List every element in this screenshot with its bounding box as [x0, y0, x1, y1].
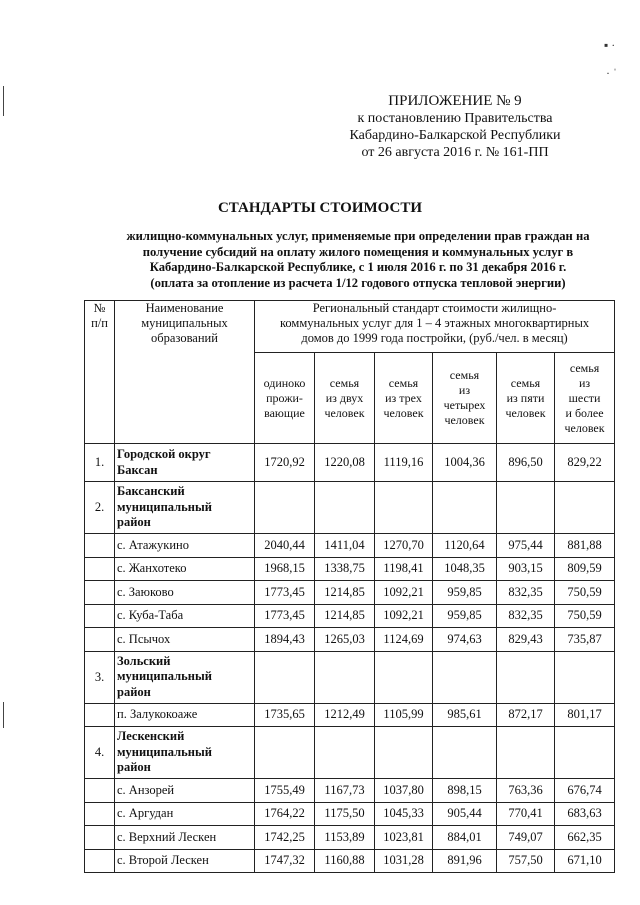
annex-number: ПРИЛОЖЕНИЕ № 9 [388, 93, 522, 109]
name-line: Лескенский [117, 729, 185, 744]
document-title: СТАНДАРТЫ СТОИМОСТИ [217, 200, 423, 216]
standard-cost-cell: 1105,99 [375, 703, 433, 727]
standard-cost-cell: 749,07 [497, 826, 555, 850]
name-line: Баксан [117, 462, 158, 477]
standard-cost-cell: 1968,15 [255, 557, 315, 581]
standard-cost-cell: 1764,22 [255, 802, 315, 826]
settlement-row [85, 628, 615, 652]
standard-cost-cell [555, 651, 615, 703]
name-line: с. Псычох [117, 631, 171, 646]
row-number: 4. [85, 727, 115, 779]
settlement-row [85, 826, 615, 850]
row-number: 1. [85, 444, 115, 482]
settlement-row [85, 779, 615, 803]
standard-cost-cell: 1167,73 [315, 779, 375, 803]
header-text: из [578, 375, 591, 390]
standard-cost-cell: 1198,41 [375, 557, 433, 581]
municipality-name [115, 628, 255, 652]
standard-cost-cell: 1212,49 [315, 703, 375, 727]
header-text: человек [383, 405, 424, 420]
document-subtitle [88, 229, 628, 291]
header-text: из двух [325, 390, 364, 405]
standard-cost-cell: 985,61 [433, 703, 497, 727]
name-line: с. Аргудан [117, 806, 174, 821]
standard-cost-cell: 829,43 [497, 628, 555, 652]
standard-cost-cell: 891,96 [433, 849, 497, 873]
municipality-name [115, 802, 255, 826]
standard-cost-cell: 1773,45 [255, 581, 315, 605]
name-line: район [117, 760, 151, 775]
standard-cost-cell: 1773,45 [255, 604, 315, 628]
municipality-name [115, 604, 255, 628]
header-text: шести [568, 390, 601, 405]
header-text: из пяти [506, 390, 545, 405]
standard-cost-cell: 1214,85 [315, 581, 375, 605]
header-number [85, 301, 115, 444]
standard-cost-cell: 872,17 [497, 703, 555, 727]
municipality-name [115, 482, 255, 534]
standard-cost-cell [375, 482, 433, 534]
standard-cost-cell: 1124,69 [375, 628, 433, 652]
header-text: одиноко [263, 375, 306, 390]
name-line: Городской округ [117, 447, 211, 461]
header-text: семья [388, 375, 419, 390]
binding-edge-mark [3, 702, 4, 728]
row-number [85, 557, 115, 581]
header-text: муниципальных [141, 316, 228, 330]
subtitle-line: получение субсидий на оплату жилого помещения и коммунальных услуг в [142, 244, 574, 259]
header-family-size [433, 353, 497, 444]
scan-speck-top: ▪ · [604, 38, 616, 52]
header-text: семья [569, 360, 600, 375]
standard-cost-cell [433, 727, 497, 779]
standard-cost-cell: 1037,80 [375, 779, 433, 803]
header-text: № [93, 301, 106, 315]
standard-cost-cell [255, 727, 315, 779]
standard-cost-cell: 1338,75 [315, 557, 375, 581]
standard-cost-cell: 671,10 [555, 849, 615, 873]
header-text: человек [324, 405, 365, 420]
standard-cost-cell [255, 651, 315, 703]
standard-cost-cell: 1023,81 [375, 826, 433, 850]
standard-cost-cell: 903,15 [497, 557, 555, 581]
row-number [85, 534, 115, 558]
standard-cost-cell: 1747,32 [255, 849, 315, 873]
standard-cost-cell: 881,88 [555, 534, 615, 558]
standard-cost-cell: 884,01 [433, 826, 497, 850]
settlement-row [85, 534, 615, 558]
standard-cost-cell: 1411,04 [315, 534, 375, 558]
municipality-name [115, 557, 255, 581]
annex-header [330, 93, 580, 161]
name-line: с. Атажукино [117, 537, 189, 552]
standard-cost-cell: 757,50 [497, 849, 555, 873]
annex-line: Кабардино-Балкарской Республики [349, 128, 561, 143]
header-text: Наименование [145, 301, 224, 315]
row-number [85, 581, 115, 605]
standard-cost-cell: 832,35 [497, 604, 555, 628]
header-text: прожи- [266, 390, 303, 405]
row-number [85, 604, 115, 628]
standard-cost-cell: 735,87 [555, 628, 615, 652]
municipality-row [85, 651, 615, 703]
header-text: коммунальных услуг для 1 – 4 этажных многоквартирных [279, 316, 590, 330]
standard-cost-cell [433, 651, 497, 703]
row-number [85, 802, 115, 826]
header-text: семья [449, 368, 480, 382]
standard-cost-cell: 1220,08 [315, 444, 375, 482]
standard-cost-cell: 1092,21 [375, 604, 433, 628]
standard-cost-cell: 1894,43 [255, 628, 315, 652]
name-line: с. Куба-Таба [117, 608, 184, 623]
municipality-name [115, 703, 255, 727]
standard-cost-cell: 905,44 [433, 802, 497, 826]
header-text: четырех [443, 398, 486, 412]
row-number [85, 779, 115, 803]
row-number [85, 703, 115, 727]
standard-cost-cell: 1720,92 [255, 444, 315, 482]
standard-cost-cell: 1755,49 [255, 779, 315, 803]
settlement-row [85, 604, 615, 628]
header-family-size [497, 353, 555, 444]
standard-cost-cell [497, 727, 555, 779]
name-line: район [117, 515, 151, 530]
municipality-row [85, 482, 615, 534]
standard-cost-cell: 1153,89 [315, 826, 375, 850]
row-number: 2. [85, 482, 115, 534]
header-text: из [458, 383, 471, 397]
standard-cost-cell [315, 727, 375, 779]
standard-cost-cell [555, 482, 615, 534]
standard-cost-cell: 1119,16 [375, 444, 433, 482]
standard-cost-cell: 1270,70 [375, 534, 433, 558]
standard-cost-cell: 1004,36 [433, 444, 497, 482]
standard-cost-cell: 829,22 [555, 444, 615, 482]
standard-cost-cell [555, 727, 615, 779]
municipality-name [115, 826, 255, 850]
annex-line: к постановлению Правительства [357, 111, 553, 126]
settlement-row [85, 849, 615, 873]
header-regional-standard [255, 301, 615, 353]
standard-cost-cell [255, 482, 315, 534]
settlement-row [85, 802, 615, 826]
standard-cost-cell: 809,59 [555, 557, 615, 581]
name-line: с. Заюково [117, 584, 174, 599]
header-municipality [115, 301, 255, 444]
standard-cost-cell [315, 651, 375, 703]
name-line: Баксанский [117, 484, 185, 499]
standard-cost-cell: 974,63 [433, 628, 497, 652]
municipality-name [115, 849, 255, 873]
name-line: с. Жанхотеко [117, 561, 187, 576]
standard-cost-cell: 676,74 [555, 779, 615, 803]
header-text: человек [505, 405, 546, 420]
standard-cost-cell: 1735,65 [255, 703, 315, 727]
standard-cost-cell: 1214,85 [315, 604, 375, 628]
municipality-name [115, 581, 255, 605]
standard-cost-cell: 1120,64 [433, 534, 497, 558]
name-line: муниципальный [117, 499, 212, 514]
subtitle-line: жилищно-коммунальных услуг, применяемые при определении прав граждан на [126, 229, 590, 243]
standard-cost-cell: 832,35 [497, 581, 555, 605]
name-line: муниципальный [117, 744, 212, 759]
municipality-name [115, 444, 255, 482]
header-text: Региональный стандарт стоимости жилищно- [312, 301, 557, 315]
header-family-size [555, 353, 615, 444]
settlement-row [85, 703, 615, 727]
standard-cost-cell: 1175,50 [315, 802, 375, 826]
standard-cost-cell [375, 727, 433, 779]
standard-cost-cell: 770,41 [497, 802, 555, 826]
standard-cost-cell: 801,17 [555, 703, 615, 727]
municipality-name [115, 779, 255, 803]
name-line: с. Анзорей [117, 782, 175, 797]
standard-cost-cell: 959,85 [433, 604, 497, 628]
row-number [85, 849, 115, 873]
name-line: п. Залукокоаже [117, 707, 198, 722]
standard-cost-cell [315, 482, 375, 534]
scan-speck-mid: · ˈ [606, 66, 617, 80]
header-text: вающие [264, 405, 305, 420]
header-text: из трех [385, 390, 422, 405]
standard-cost-cell [497, 482, 555, 534]
municipality-row [85, 727, 615, 779]
standard-cost-cell: 1092,21 [375, 581, 433, 605]
name-line: район [117, 684, 151, 699]
annex-date: от 26 августа 2016 г. № 161-ПП [361, 145, 549, 160]
header-text: семья [329, 375, 360, 390]
standard-cost-cell: 683,63 [555, 802, 615, 826]
municipality-row [85, 444, 615, 482]
settlement-row [85, 581, 615, 605]
header-family-size [255, 353, 315, 444]
header-family-size [375, 353, 433, 444]
standard-cost-cell: 975,44 [497, 534, 555, 558]
standards-table [84, 300, 615, 873]
row-number: 3. [85, 651, 115, 703]
header-text: человек [564, 420, 605, 435]
header-text: п/п [91, 316, 108, 330]
standard-cost-cell: 763,36 [497, 779, 555, 803]
name-line: с. Второй Лескен [117, 853, 209, 868]
subtitle-line: Кабардино-Балкарской Республике, с 1 июля 2016 г. по 31 декабря 2016 г. [149, 260, 567, 274]
municipality-name [115, 727, 255, 779]
standard-cost-cell: 1742,25 [255, 826, 315, 850]
standard-cost-cell: 1048,35 [433, 557, 497, 581]
row-number [85, 826, 115, 850]
municipality-name [115, 651, 255, 703]
standard-cost-cell: 750,59 [555, 581, 615, 605]
standard-cost-cell: 896,50 [497, 444, 555, 482]
header-text: образований [151, 331, 218, 345]
name-line: Зольский [117, 653, 171, 668]
standard-cost-cell: 898,15 [433, 779, 497, 803]
header-text: домов до 1999 года постройки, (руб./чел. в месяц) [301, 331, 568, 345]
standard-cost-cell [433, 482, 497, 534]
standard-cost-cell: 2040,44 [255, 534, 315, 558]
header-text: и более [565, 405, 604, 420]
name-line: муниципальный [117, 669, 212, 684]
standard-cost-cell: 959,85 [433, 581, 497, 605]
standard-cost-cell: 1265,03 [315, 628, 375, 652]
standard-cost-cell: 1031,28 [375, 849, 433, 873]
standard-cost-cell: 662,35 [555, 826, 615, 850]
header-text: семья [510, 375, 541, 390]
header-text: человек [444, 413, 485, 427]
standard-cost-cell [497, 651, 555, 703]
standard-cost-cell: 1160,88 [315, 849, 375, 873]
subtitle-line: (оплата за отопление из расчета 1/12 годового отпуска тепловой энергии) [150, 275, 566, 290]
binding-edge-mark [3, 86, 4, 116]
header-family-size [315, 353, 375, 444]
municipality-name [115, 534, 255, 558]
standard-cost-cell: 1045,33 [375, 802, 433, 826]
standard-cost-cell: 750,59 [555, 604, 615, 628]
standard-cost-cell [375, 651, 433, 703]
name-line: с. Верхний Лескен [117, 829, 217, 844]
row-number [85, 628, 115, 652]
settlement-row [85, 557, 615, 581]
